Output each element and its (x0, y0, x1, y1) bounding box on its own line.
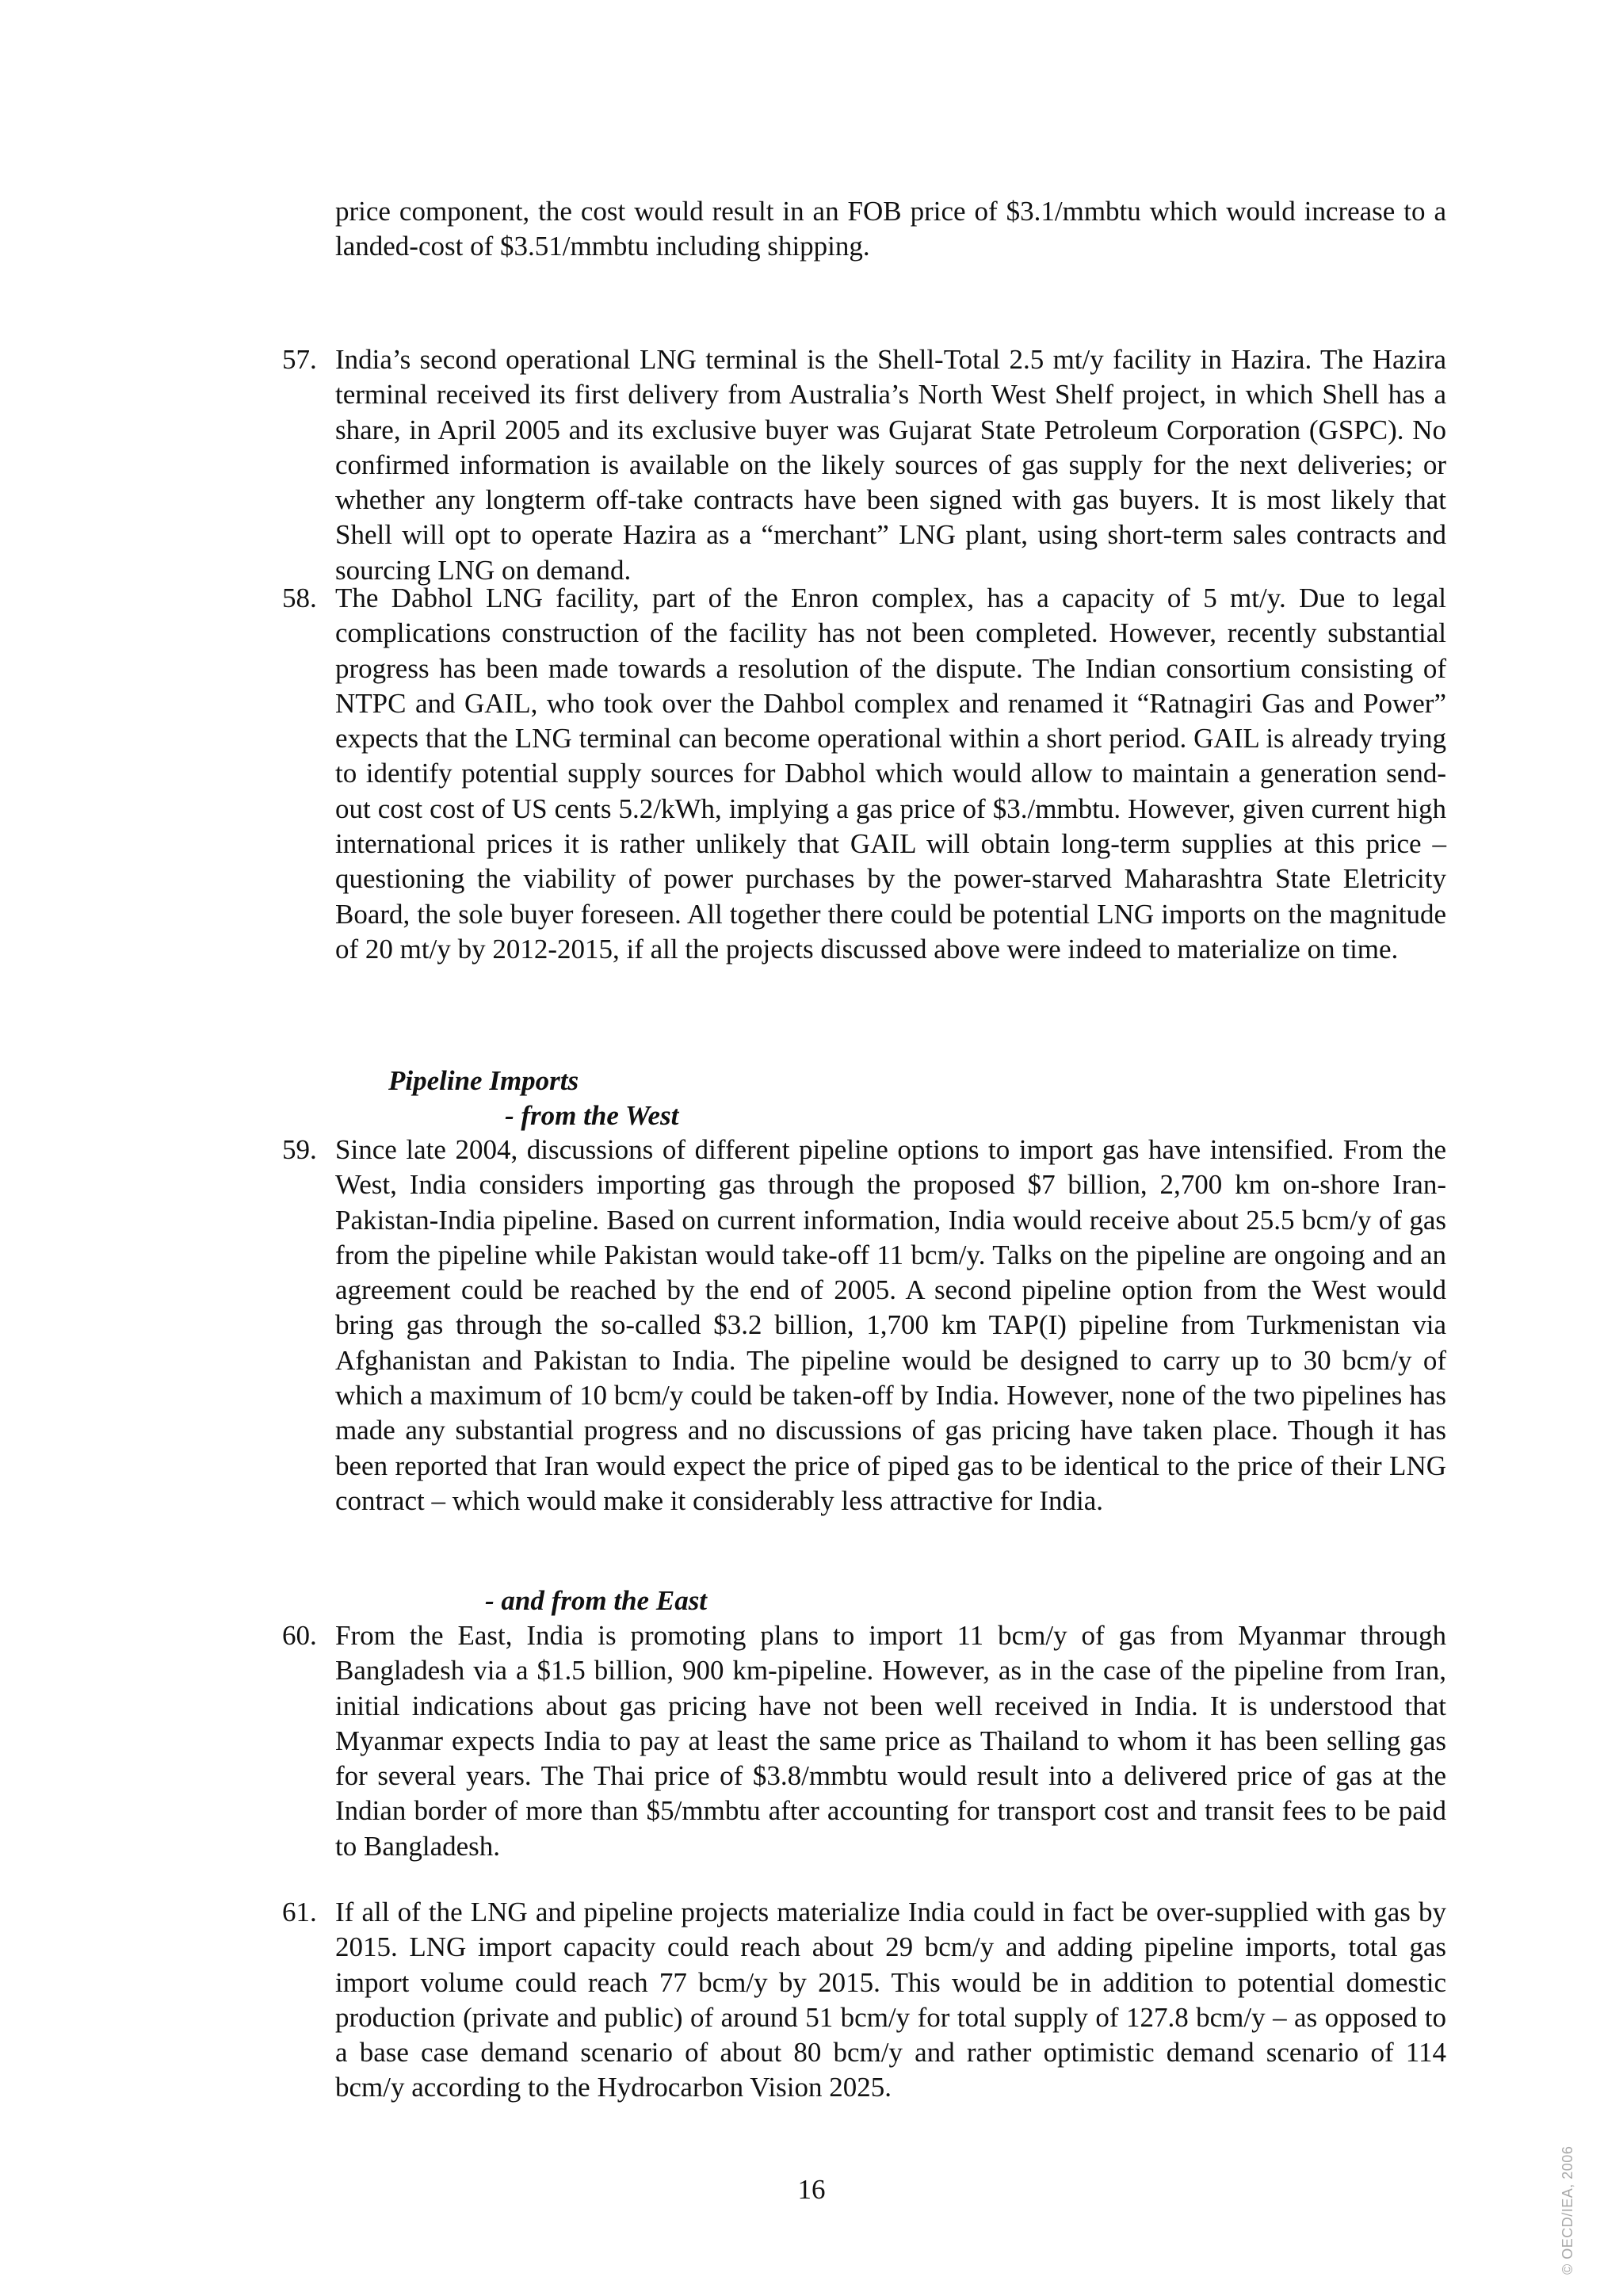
paragraph-text: From the East, India is promoting plans to import 11 bcm/y of gas from Myanmar through Bangladesh via a $1.5 billion, 900 km-pipeline. However, as in the case of the pipeline from Iran, initial indications about gas pricing have not been well received in India. It is understood that Myanmar expects India to pay at least the same price as Thailand to whom it has been selling gas for several years. The Thai price of $3.8/mmbtu would result into a delivered price of gas at the Indian border of more than $5/mmbtu after accounting for transport cost and transit fees to be paid to Bangladesh. (335, 1620, 1446, 1862)
paragraph-number: 60. (282, 1620, 317, 1651)
paragraph-57 (282, 342, 1446, 588)
paragraph-number: 57. (282, 344, 317, 375)
paragraph-59 (282, 1133, 1446, 1519)
paragraph-text: India’s second operational LNG terminal is the Shell-Total 2.5 mt/y facility in Hazira. The Hazira terminal received its first delivery from Australia’s North West Shelf project, in which Shell has a share, in April 2005 and its exclusive buyer was Gujarat State Petroleum Corporation (GSPC). No confirmed information is available on the likely sources of gas supply for the next deliveries; or whether any longterm off-take contracts have been signed with gas buyers. It is most likely that Shell will opt to operate Hazira as a “merchant” LNG plant, using short-term sales contracts and sourcing LNG on demand. (335, 344, 1446, 586)
paragraph-number: 61. (282, 1897, 317, 1927)
paragraph-58 (282, 581, 1446, 967)
paragraph-61 (282, 1895, 1446, 2106)
paragraph-60 (282, 1618, 1446, 1864)
copyright-watermark: © OECD/IEA, 2006 (1560, 2145, 1575, 2275)
subheading-from-east: - and from the East (485, 1585, 708, 1616)
paragraph-number: 59. (282, 1134, 317, 1165)
paragraph-text: If all of the LNG and pipeline projects materialize India could in fact be over-supplied with gas by 2015. LNG import capacity could reach about 29 bcm/y and adding pipeline imports, total gas import volume could reach 77 bcm/y by 2015. This would be in addition to potential domestic production (private and public) of around 51 bcm/y for total supply of 127.8 bcm/y – as opposed to a base case demand scenario of about 80 bcm/y and rather optimistic demand scenario of 114 bcm/y according to the Hydrocarbon Vision 2025. (335, 1897, 1446, 2103)
paragraph-text: Since late 2004, discussions of different pipeline options to import gas have intensified. From the West, India considers importing gas through the proposed $7 billion, 2,700 km on-shore Iran-Pakistan-India pipeline. Based on current information, India would receive about 25.5 bcm/y of gas from the pipeline while Pakistan would take-off 11 bcm/y. Talks on the pipeline are ongoing and an agreement could be reached by the end of 2005. A second pipeline option from the West would bring gas through the so-called $3.2 billion, 1,700 km TAP(I) pipeline from Turkmenistan via Afghanistan and Pakistan to India. The pipeline would be designed to carry up to 30 bcm/y of which a maximum of 10 bcm/y could be taken-off by India. However, none of the two pipelines has made any substantial progress and no discussions of gas pricing have taken place. Though it has been reported that Iran would expect the price of piped gas to be identical to the price of their LNG contract – which would make it considerably less attractive for India. (335, 1134, 1446, 1516)
intro-paragraph: price component, the cost would result in an FOB price of $3.1/mmbtu which would increase to a landed-cost of $3.51/mmbtu including shipping. (335, 196, 1446, 262)
section-heading-pipeline-imports: Pipeline Imports (388, 1065, 579, 1096)
paragraph-number: 58. (282, 583, 317, 613)
paragraph-text: The Dabhol LNG facility, part of the Enron complex, has a capacity of 5 mt/y. Due to legal complications construction of the facility has not been completed. However, recently substantial progress has been made towards a resolution of the dispute. The Indian consortium consisting of NTPC and GAIL, who took over the Dahbol complex and renamed it “Ratnagiri Gas and Power” expects that the LNG terminal can become operational within a short period. GAIL is already trying to identify potential supply sources for Dabhol which would allow to maintain a generation send-out cost cost of US cents 5.2/kWh, implying a gas price of $3./mmbtu. However, given current high international prices it is rather unlikely that GAIL will obtain long-term supplies at this price – questioning the viability of power purchases by the power-starved Maharashtra State Eletricity Board, the sole buyer foreseen. All together there could be potential LNG imports on the magnitude of 20 mt/y by 2012-2015, if all the projects discussed above were indeed to materialize on time. (335, 583, 1446, 965)
subheading-from-west: - from the West (505, 1100, 679, 1131)
page-number: 16 (797, 2174, 826, 2205)
